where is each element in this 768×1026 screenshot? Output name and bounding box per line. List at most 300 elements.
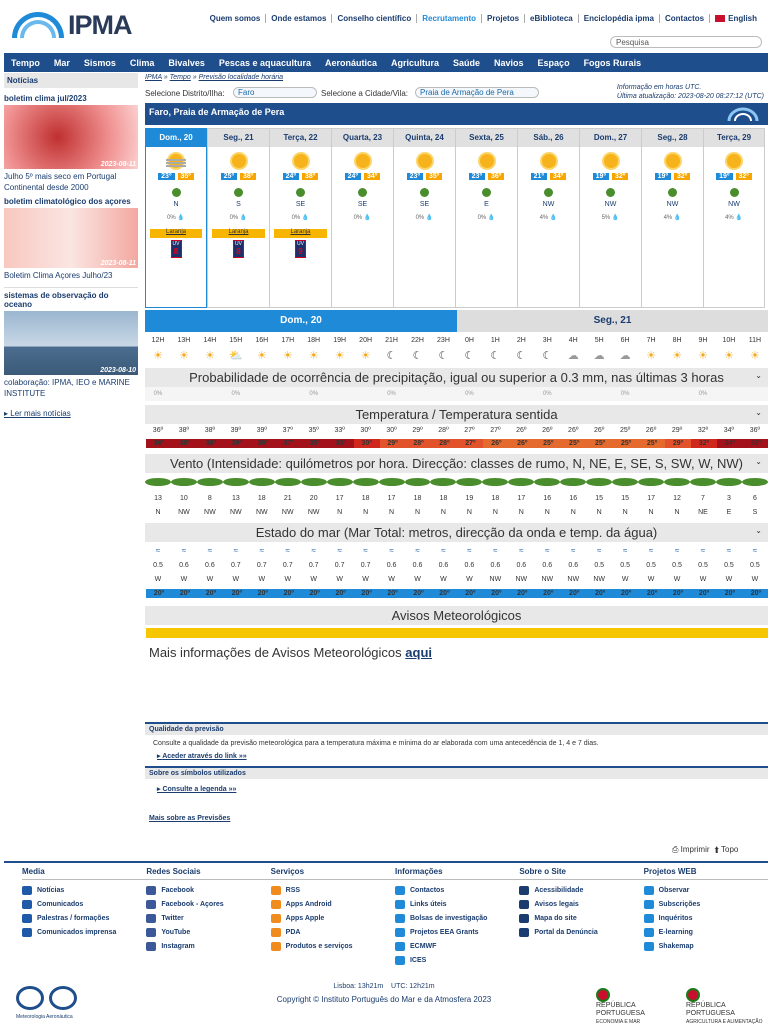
footer-link[interactable]: Avisos legais	[519, 900, 643, 909]
wind_speed: 21	[283, 494, 292, 502]
wind_dir: N	[492, 508, 498, 516]
hourly-day-2[interactable]: Seg., 21	[457, 310, 768, 332]
wind_speed: 16	[569, 494, 578, 502]
temp: 34º	[723, 427, 735, 434]
wind_dir: N	[466, 508, 472, 516]
day-card[interactable]	[517, 128, 579, 308]
day-name: Dom., 20	[146, 129, 206, 147]
sea_dir: W	[414, 575, 421, 583]
footer-link[interactable]: RSS	[271, 886, 395, 895]
sea_height: 0.7	[308, 561, 319, 569]
footer-link[interactable]: Facebook - Açores	[146, 900, 270, 909]
feels: 32º	[690, 439, 716, 448]
aviso-cell[interactable]	[327, 628, 353, 638]
temp-min: 19º	[716, 173, 732, 180]
footer-link-icon	[271, 928, 281, 937]
rep-logo-agricultura[interactable]: REPÚBLICA PORTUGUESA AGRICULTURA E ALIMENTAÇÃO	[686, 988, 768, 1026]
quality-section	[145, 722, 768, 822]
wave-icon: ≈	[389, 545, 394, 555]
sea_height: 0.6	[568, 561, 579, 569]
sea-temp: 20º	[353, 589, 379, 598]
nav-sismos[interactable]: Sismos	[83, 57, 116, 68]
weather-icon: ☀	[360, 349, 371, 362]
footer-link-icon	[395, 914, 405, 923]
chevron-down-icon: ⌄	[755, 408, 762, 417]
wind-arrow-icon	[508, 478, 534, 486]
wave-icon: ≈	[674, 545, 680, 555]
location-title: Faro, Praia de Armação de Pera	[149, 107, 285, 117]
wind_dir: NW	[204, 508, 216, 516]
precip-section-title[interactable]: Probabilidade de ocorrência de precipitação, igual ou superior a 0.3 mm, nas últimas 3 horas ⌄	[145, 368, 768, 387]
sea_dir: W	[154, 575, 162, 583]
temp-min: 24º	[283, 173, 299, 180]
update-info	[617, 83, 764, 101]
wave-icon: ≈	[259, 545, 264, 555]
footer-link-icon	[22, 886, 32, 895]
sea_dir: W	[647, 575, 655, 583]
sea_height: 0.6	[179, 561, 189, 569]
ipma-logo[interactable]	[12, 8, 142, 40]
temp-max: 35º	[426, 173, 442, 180]
footer-col	[22, 867, 146, 970]
nav-clima[interactable]: Clima	[129, 57, 155, 68]
nav-bivalves[interactable]: Bivalves	[168, 57, 205, 68]
aviso-cell[interactable]	[145, 628, 171, 638]
hourly-forecast	[145, 334, 768, 666]
news-sidebar	[4, 73, 138, 433]
news-caption-2[interactable]: Boletim Clima Açores Julho/23	[4, 271, 113, 280]
hour: 18H	[307, 336, 321, 344]
crumb-ipma[interactable]: IPMA	[145, 74, 162, 81]
nav-espaco[interactable]: Espaço	[537, 57, 570, 68]
crumb-previsao[interactable]: Previsão localidade horária	[198, 74, 284, 81]
precip: 0%	[387, 391, 396, 397]
news-title-3[interactable]: sistemas de observação do oceano	[4, 287, 138, 309]
copyright: Copyright © Instituto Português do Mar e da Atmosfera 2023	[276, 995, 492, 1004]
link-conselho[interactable]: Conselho científico	[332, 14, 417, 23]
aviso-cell[interactable]	[456, 628, 482, 638]
sea_height: 0.5	[672, 561, 682, 569]
sea-temp: 20º	[379, 589, 405, 598]
hour: 4H	[568, 336, 578, 344]
nav-fogos[interactable]: Fogos Rurais	[583, 57, 642, 68]
news-title-1[interactable]: boletim clima jul/2023	[4, 94, 87, 103]
sea-temp: 20º	[145, 589, 171, 598]
hour: 12H	[151, 336, 165, 344]
wind_speed: 15	[621, 494, 630, 502]
nav-saude[interactable]: Saúde	[453, 57, 481, 68]
footer-link[interactable]: Produtos e serviços	[271, 942, 395, 951]
temp-max: 35º	[178, 173, 194, 180]
link-projetos[interactable]: Projetos	[482, 14, 525, 23]
sea_dir: W	[362, 575, 369, 583]
aviso-cell[interactable]	[664, 628, 690, 638]
aviso-badge[interactable]: Laranja	[212, 229, 265, 238]
precip: 0%	[542, 391, 552, 397]
sun-icon	[601, 153, 621, 169]
feels: 34º	[716, 439, 742, 448]
footer-link-icon	[146, 900, 156, 909]
footer-link[interactable]: Acessibilidade	[519, 886, 643, 895]
sea_height: 0.7	[282, 561, 293, 569]
precip-prob: 0% 💧	[229, 215, 248, 221]
raindrop-icon: 💧	[673, 215, 682, 221]
footer-link[interactable]: ECMWF	[395, 942, 519, 951]
wind-icon	[668, 188, 677, 197]
apcer-logo: Meteorologia Aeronáutica	[16, 986, 82, 1012]
wind_dir: N	[363, 508, 369, 516]
precip-prob: 0% 💧	[353, 215, 372, 221]
footer-link[interactable]: Observar	[644, 886, 768, 895]
wind_dir: N	[622, 508, 628, 516]
wave-icon: ≈	[285, 545, 290, 555]
footer-link[interactable]: Twitter	[146, 914, 270, 923]
footer-link[interactable]: Instagram	[146, 942, 270, 951]
weather-icon: ☀	[256, 349, 267, 362]
news-image-1[interactable]	[4, 105, 138, 169]
footer-link-icon	[146, 914, 156, 923]
sea_dir-row	[145, 572, 768, 586]
sun-icon	[291, 153, 311, 169]
sea_dir: W	[310, 575, 317, 583]
aviso-cell[interactable]	[223, 628, 249, 638]
hour: 20H	[359, 336, 373, 344]
wind_speed: 12	[673, 494, 681, 502]
aviso-cell[interactable]	[612, 628, 638, 638]
hour: 10H	[722, 336, 736, 344]
footer-link[interactable]: Comunicados imprensa	[22, 928, 146, 937]
nav-pescas[interactable]: Pescas e aquacultura	[218, 57, 311, 68]
sea_height: 0.5	[698, 561, 708, 569]
sea_height: 0.5	[153, 561, 163, 569]
day-card[interactable]	[579, 128, 641, 308]
nav-agricultura[interactable]: Agricultura	[391, 57, 440, 68]
temp-min: 19º	[655, 173, 671, 180]
wind-arrow-icon	[275, 478, 301, 486]
footer-link[interactable]: PDA	[271, 928, 395, 937]
footer-col-title: Projetos WEB	[644, 867, 768, 880]
ipma-mini-logo-icon	[726, 106, 760, 122]
link-onde-estamos[interactable]: Onde estamos	[266, 14, 332, 23]
sea-temp: 20º	[638, 589, 664, 598]
sea-temp: 20º	[508, 589, 534, 598]
wind-arrow-icon	[690, 478, 716, 486]
footer-link[interactable]: Subscrições	[644, 900, 768, 909]
footer-col-title: Sobre o Site	[519, 867, 643, 880]
more-forecasts-link[interactable]: Mais sobre as Previsões	[149, 815, 231, 822]
temp: 39º	[230, 427, 241, 434]
footer-link[interactable]: Bolsas de investigação	[395, 914, 519, 923]
sea-temp: 20º	[301, 589, 327, 598]
temp: 30º	[360, 427, 371, 434]
aviso-cell[interactable]	[560, 628, 586, 638]
footer-link-icon	[395, 956, 405, 965]
temp: 32º	[697, 427, 709, 434]
day-card[interactable]	[207, 128, 269, 308]
print-button[interactable]: ⎙ Imprimir	[672, 845, 710, 854]
sea-temp: 20º	[456, 589, 482, 598]
wind-icon	[234, 188, 243, 197]
utc-info: Informação em horas UTC.	[616, 84, 702, 91]
aviso-cell[interactable]	[353, 628, 379, 638]
district-label: Selecione Distrito/Ilha:	[145, 89, 225, 98]
uv-index-icon[interactable]: UV 8	[171, 240, 182, 258]
wind-direction: SE	[357, 201, 368, 208]
aviso-cell[interactable]	[716, 628, 742, 638]
link-quem-somos[interactable]: Quem somos	[205, 14, 267, 23]
uv-index-icon[interactable]: UV 8	[233, 240, 244, 258]
avisos-link[interactable]: aqui	[405, 645, 433, 660]
hour: 19H	[333, 336, 347, 344]
aviso-badge[interactable]: Laranja	[274, 229, 327, 238]
aviso-badge[interactable]: Laranja	[150, 229, 202, 238]
day-name: Quarta, 23	[332, 129, 393, 147]
footer-link-icon	[519, 886, 529, 895]
aviso-cell[interactable]	[301, 628, 327, 638]
aviso-cell[interactable]	[379, 628, 405, 638]
day-card[interactable]	[145, 128, 207, 308]
sea_dir: W	[336, 575, 343, 583]
nav-aeronautica[interactable]: Aeronáutica	[324, 57, 377, 68]
footer-link[interactable]: Contactos	[395, 886, 519, 895]
temp: 33º	[334, 427, 345, 434]
sea_height: 0.6	[542, 561, 553, 569]
sea-temp: 20º	[430, 589, 456, 598]
footer-link[interactable]: Links úteis	[395, 900, 519, 909]
wave-icon: ≈	[441, 545, 446, 555]
precip-prob: 5% 💧	[601, 215, 620, 221]
precip: 0%	[231, 391, 241, 397]
more-news-link[interactable]: ▸ Ler mais notícias	[4, 409, 71, 418]
footer-link[interactable]: Projetos EEA Grants	[395, 928, 519, 937]
feels: 25º	[560, 439, 586, 448]
wind_dir: N	[414, 508, 421, 516]
day-card[interactable]	[269, 128, 331, 308]
footer-link[interactable]: Apps Apple	[271, 914, 395, 923]
temp: 38º	[204, 427, 216, 434]
footer-link-icon	[519, 928, 529, 937]
wind-arrow-icon	[560, 478, 586, 486]
aviso-cell[interactable]	[586, 628, 612, 638]
day-card[interactable]	[641, 128, 703, 308]
temp-min: 23º	[407, 173, 423, 180]
footer-link-icon	[271, 886, 281, 895]
wind-arrow-icon	[197, 478, 223, 486]
temp: 29º	[671, 427, 683, 434]
footer-link[interactable]: E-learning	[644, 928, 768, 937]
district-select[interactable]: Faro	[233, 87, 317, 98]
aviso-cell[interactable]	[482, 628, 508, 638]
day-card[interactable]	[331, 128, 393, 308]
sea_height: 0.6	[438, 561, 449, 569]
nav-navios[interactable]: Navios	[494, 57, 524, 68]
wind-arrow-icon	[171, 478, 197, 486]
news-title-2[interactable]: boletim climatológico dos açores	[4, 197, 131, 206]
footer-link-icon	[271, 914, 281, 923]
raindrop-icon: 💧	[735, 215, 743, 221]
footer-link[interactable]: YouTube	[146, 928, 270, 937]
forecast-main	[145, 72, 768, 666]
footer-link[interactable]: Facebook	[146, 886, 270, 895]
temp-section-title[interactable]: Temperatura / Temperatura sentida ⌄	[145, 405, 768, 424]
news-image-2[interactable]	[4, 208, 138, 268]
raindrop-icon: 💧	[363, 215, 372, 221]
aviso-cell[interactable]	[638, 628, 664, 638]
footer-col	[519, 867, 643, 970]
day-card[interactable]	[455, 128, 517, 308]
search-input[interactable]: Pesquisa	[610, 36, 762, 48]
weather-icon: ☾	[464, 349, 475, 362]
temp-min: 25º	[221, 173, 237, 180]
day-name: Sáb., 26	[518, 129, 579, 147]
wind_speed: 18	[491, 494, 500, 502]
footer-link[interactable]: Notícias	[22, 886, 146, 895]
temp: 38º	[178, 427, 190, 434]
wind-arrow-icon	[379, 478, 405, 486]
aviso-cell[interactable]	[197, 628, 223, 638]
hour: 14H	[203, 336, 217, 344]
city-select[interactable]: Praia de Armação de Pera	[415, 87, 539, 98]
temp-max: 32º	[736, 173, 752, 180]
footer-link[interactable]: Mapa do site	[519, 914, 643, 923]
day-card[interactable]	[703, 128, 765, 308]
news-caption-1[interactable]: Julho 5º mais seco em Portugal Continental desde 2000	[4, 172, 117, 192]
footer-link-icon	[146, 942, 156, 951]
footer-link[interactable]: Inquéritos	[644, 914, 768, 923]
temp-min: 19º	[593, 173, 609, 180]
feels: 38º	[171, 439, 197, 448]
wind_speed: 18	[439, 494, 448, 502]
sea_height: 0.7	[256, 561, 267, 569]
crumb-tempo[interactable]: Tempo	[169, 74, 191, 81]
link-enciclopedia[interactable]: Enciclopédia ipma	[579, 14, 660, 23]
sun-icon	[663, 153, 683, 169]
wave-icon: ≈	[622, 545, 628, 555]
aviso-cell[interactable]	[742, 628, 768, 638]
temp-min: 23º	[158, 173, 174, 180]
day-name: Terça, 22	[270, 129, 331, 147]
aviso-cell[interactable]	[405, 628, 431, 638]
wind-arrow-icon	[482, 478, 508, 486]
wave-icon: ≈	[181, 545, 187, 555]
hour: 7H	[646, 336, 656, 344]
footer-link-icon	[22, 900, 32, 909]
sea_dir: W	[180, 575, 188, 583]
sea_dir: NW	[489, 575, 502, 583]
wave-icon: ≈	[545, 545, 550, 555]
footer-link[interactable]: Palestras / formações	[22, 914, 146, 923]
feels: 25º	[638, 439, 664, 448]
hour: 23H	[437, 336, 450, 344]
feels: 39º	[223, 439, 249, 448]
news-caption-3[interactable]: colaboração: IPMA, IEO e MARINE INSTITUTE	[4, 378, 130, 398]
temp: 39º	[256, 427, 267, 434]
sea-section-title[interactable]: Estado do mar (Mar Total: metros, direcção da onda e temp. da água) ⌄	[145, 523, 768, 542]
hour: 2H	[516, 336, 526, 344]
footer-link-icon	[395, 900, 405, 909]
footer-link-icon	[146, 928, 156, 937]
precip-prob: 0% 💧	[167, 215, 185, 221]
aviso-cell[interactable]	[249, 628, 275, 638]
wave-icon: ≈	[337, 545, 342, 555]
footer-col	[644, 867, 768, 970]
aviso-cell[interactable]	[275, 628, 301, 638]
footer-link[interactable]: Comunicados	[22, 900, 146, 909]
hour: 8H	[672, 336, 682, 344]
hour: 0H	[464, 336, 474, 344]
sea_dir: W	[751, 575, 759, 583]
temp-max: 36º	[488, 173, 504, 180]
temp: 26º	[542, 427, 553, 434]
raindrop-icon: 💧	[425, 215, 434, 221]
quality-link[interactable]: ▸ Aceder através do link »»	[157, 753, 247, 760]
footer-link[interactable]: Portal da Denúncia	[519, 928, 643, 937]
hour: 16H	[255, 336, 269, 344]
day-name: Seg., 28	[642, 129, 703, 147]
sea_height: 0.6	[464, 561, 475, 569]
news-image-3[interactable]	[4, 311, 138, 375]
day-card[interactable]	[393, 128, 455, 308]
raindrop-icon: 💧	[611, 215, 620, 221]
hour-row	[145, 334, 768, 346]
hourly-day-header	[145, 310, 768, 332]
wind-arrow-icon	[742, 478, 768, 486]
footer-col	[395, 867, 519, 970]
footer-link[interactable]: Apps Android	[271, 900, 395, 909]
aviso-cell[interactable]	[171, 628, 197, 638]
wind_speed: 17	[335, 494, 344, 502]
top-button[interactable]: ⬆ Topo	[713, 845, 739, 854]
precip-prob: 4% 💧	[663, 215, 682, 221]
footer-link-icon	[519, 900, 529, 909]
aviso-cell[interactable]	[690, 628, 716, 638]
footer-link-icon	[395, 942, 405, 951]
footer-link[interactable]: ICES	[395, 956, 519, 965]
weather-icon: ☾	[412, 349, 423, 362]
aviso-cell[interactable]	[508, 628, 534, 638]
wave-icon: ≈	[571, 545, 576, 555]
wind-icon	[296, 188, 305, 197]
uv-index-icon[interactable]: UV 9	[295, 240, 306, 258]
aviso-cell[interactable]	[534, 628, 560, 638]
legend-link[interactable]: ▸ Consulte a legenda »»	[157, 786, 237, 793]
avisos-more: Mais informações de Avisos Meteorológicos aqui	[149, 645, 433, 660]
raindrop-icon: 💧	[239, 215, 248, 221]
link-english[interactable]: English	[710, 14, 762, 23]
link-ebiblioteca[interactable]: eBiblioteca	[525, 14, 579, 23]
wind_speed: 13	[231, 494, 240, 502]
wind-icon	[730, 188, 739, 197]
footer-link[interactable]: Shakemap	[644, 942, 768, 951]
link-contactos[interactable]: Contactos	[660, 14, 710, 23]
aviso-cell[interactable]	[430, 628, 456, 638]
top-bar	[0, 0, 768, 52]
last-update: Última atualização: 2023-08-20 08:27:12 (UTC)	[616, 93, 764, 100]
feels: 37º	[275, 439, 301, 448]
weather-icon: ⛅	[228, 349, 243, 362]
temp: 37º	[282, 427, 293, 434]
nav-tempo[interactable]: Tempo	[11, 57, 40, 68]
hourly-day-1[interactable]: Dom., 20	[145, 310, 457, 332]
sea_height: 0.6	[205, 561, 215, 569]
wind_dir: N	[674, 508, 680, 516]
nav-mar[interactable]: Mar	[53, 57, 70, 68]
rep-logo-economia[interactable]: REPÚBLICA PORTUGUESA ECONOMIA E MAR	[596, 988, 676, 1026]
wind-section-title[interactable]: Vento (Intensidade: quilómetros por hora. Direcção: classes de rumo, N, NE, E, SE, S, SW, W, NW) ⌄	[145, 454, 768, 473]
sea-temp: 20º	[223, 589, 249, 598]
wind_speed: 10	[180, 494, 188, 502]
link-recrutamento[interactable]: Recrutamento	[417, 14, 482, 23]
